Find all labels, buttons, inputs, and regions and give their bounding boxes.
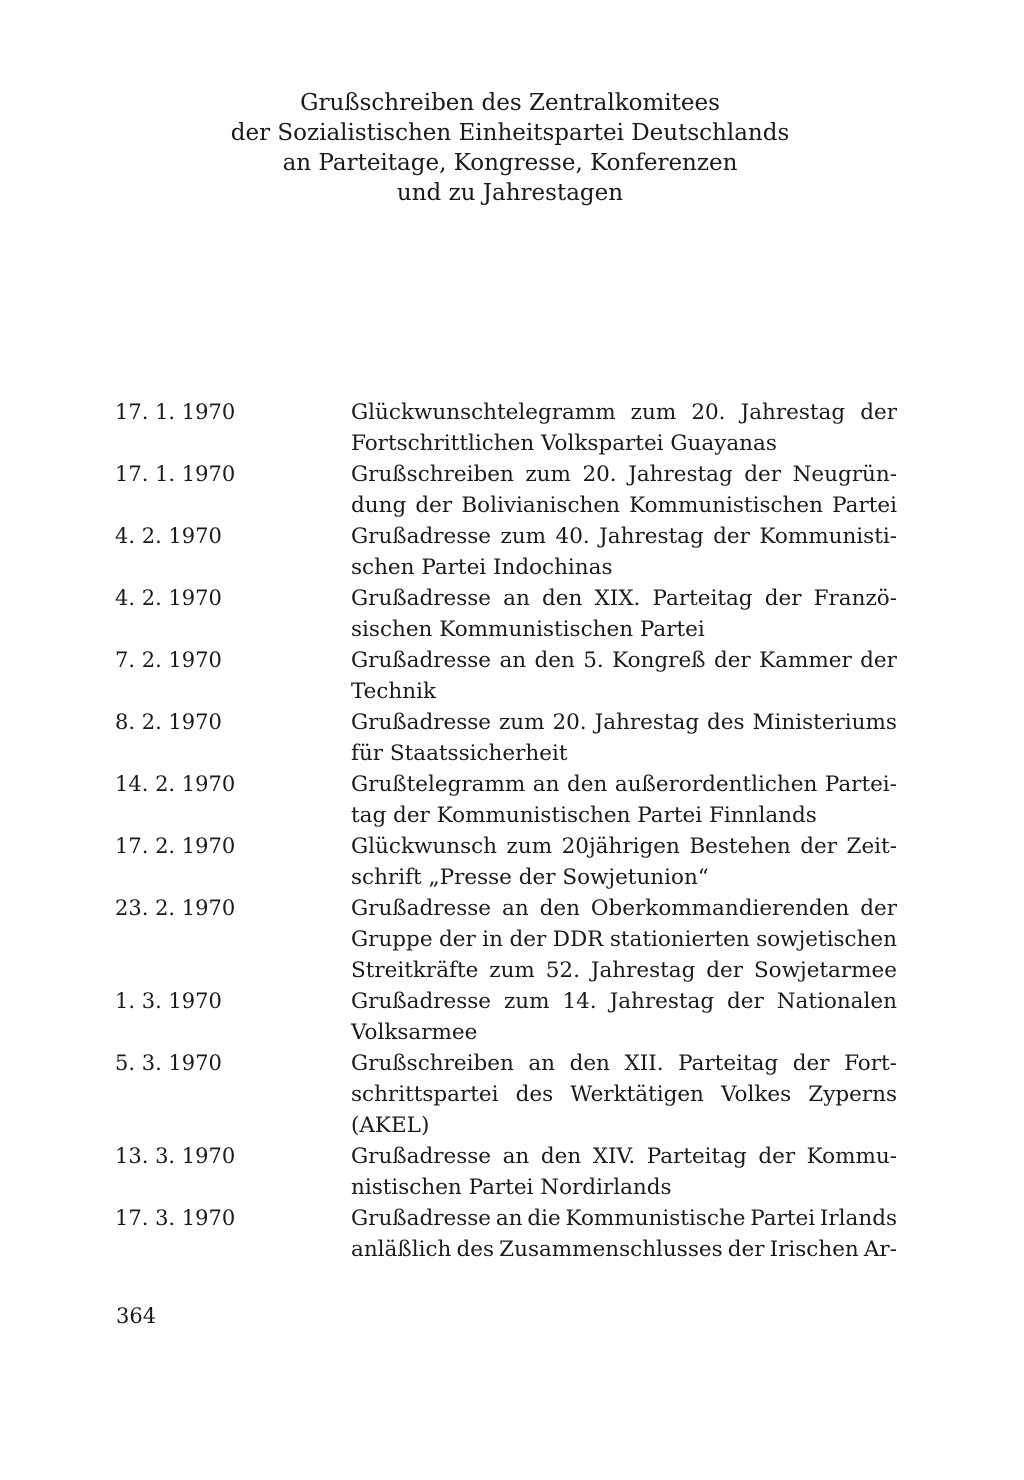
entry-line: sischen Kommunistischen Partei	[351, 617, 705, 642]
entry-line	[351, 831, 897, 862]
list-item	[115, 397, 897, 459]
list-item	[115, 831, 897, 893]
word: zum	[525, 462, 571, 487]
list-item	[115, 986, 897, 1048]
word: der	[706, 958, 744, 983]
word: in	[482, 927, 503, 952]
heading-line: an Parteitage, Kongresse, Konferenzen	[282, 150, 738, 176]
word: dung	[351, 493, 407, 518]
word: Ministeriums	[752, 710, 897, 735]
word: 40.	[555, 524, 590, 549]
entry-line	[351, 893, 897, 924]
entry-line: schrift „Presse der Sowjetunion“	[351, 865, 709, 890]
word: der	[415, 493, 453, 518]
word: Jahrestag	[594, 710, 700, 735]
word: Zusammenschlusses	[499, 1237, 723, 1262]
entry-date: 23. 2. 1970	[115, 896, 236, 920]
entry-date: 17. 1. 1970	[115, 462, 236, 486]
word: XIX.	[594, 586, 641, 611]
entry-line	[351, 583, 897, 614]
word: Grußadresse	[351, 586, 492, 611]
word: an	[532, 772, 560, 797]
word: an	[502, 896, 529, 921]
word: zum	[506, 834, 553, 859]
chronology-list	[115, 397, 897, 1265]
list-item	[115, 1048, 897, 1141]
entry-line	[351, 1079, 897, 1110]
word: Jahrestag	[609, 989, 715, 1014]
word: Grußschreiben	[351, 1051, 514, 1076]
word: sowjetischen	[756, 927, 897, 952]
word: der	[800, 834, 837, 859]
word: den	[540, 1144, 582, 1169]
list-item	[115, 645, 897, 707]
word: Bolivianischen	[461, 493, 620, 518]
word: Kommunisti-	[759, 524, 897, 549]
entry-date: 8. 2. 1970	[115, 710, 222, 734]
word: Werktätigen	[570, 1082, 704, 1107]
entry-line	[351, 924, 897, 955]
word: der	[792, 1051, 830, 1076]
word: des	[707, 710, 745, 735]
entry-line: tag der Kommunistischen Partei Finnlands	[351, 803, 817, 828]
word: Kammer	[759, 648, 852, 673]
word: Jahrestag	[740, 400, 846, 425]
word: Kommunistische	[565, 1206, 746, 1231]
word: Parteitag	[646, 1144, 747, 1169]
word: Grußadresse	[351, 710, 492, 735]
entry-date: 17. 1. 1970	[115, 400, 236, 424]
word: an	[528, 1051, 556, 1076]
word: XIV.	[592, 1144, 636, 1169]
word: Bestehen	[689, 834, 791, 859]
entry-description	[351, 986, 897, 1048]
word: Grußtelegramm	[351, 772, 526, 797]
list-item	[115, 521, 897, 583]
word: Partei-	[824, 772, 897, 797]
word: Sowjetarmee	[753, 958, 897, 983]
word: zum	[498, 710, 545, 735]
word: der	[509, 927, 547, 952]
word: der	[860, 648, 897, 673]
entry-description	[351, 707, 897, 769]
word: an	[499, 648, 527, 673]
entry-line: Technik	[351, 679, 437, 704]
entry-date: 17. 3. 1970	[115, 1206, 236, 1230]
word: an	[502, 1144, 530, 1169]
word: Grußadresse	[351, 648, 492, 673]
word: der	[713, 648, 751, 673]
entry-line	[351, 1141, 897, 1172]
entry-line	[351, 707, 897, 738]
word: den	[539, 896, 580, 921]
heading-line: der Sozialistischen Einheitspartei Deutschlands	[230, 120, 790, 146]
word: der	[764, 586, 802, 611]
entry-date: 1. 3. 1970	[115, 989, 222, 1013]
entry-line: nistischen Partei Nordirlands	[351, 1175, 672, 1200]
list-item	[115, 583, 897, 645]
word: Jahrestag	[628, 462, 733, 487]
word: zum	[503, 989, 550, 1014]
list-item	[115, 707, 897, 769]
word: anläßlich	[351, 1237, 452, 1262]
word: Parteitag	[678, 1051, 779, 1076]
word: der	[439, 927, 476, 952]
list-item	[115, 459, 897, 521]
entry-date: 4. 2. 1970	[115, 524, 222, 548]
entry-line	[351, 986, 897, 1017]
word: Kongreß	[612, 648, 706, 673]
entry-description	[351, 459, 897, 521]
word: 20.	[691, 400, 726, 425]
word: 20jährigen	[561, 834, 680, 859]
word: Grußadresse	[351, 524, 492, 549]
word: des	[456, 1237, 495, 1262]
word: Jahrestag	[590, 958, 696, 983]
entry-line	[351, 397, 897, 428]
word: Zeit-	[846, 834, 897, 859]
entry-line	[351, 521, 897, 552]
word: der	[744, 462, 782, 487]
entry-line	[351, 769, 897, 800]
word: 20.	[582, 462, 617, 487]
word: zum	[630, 400, 677, 425]
entry-description	[351, 1048, 897, 1141]
heading-line: Grußschreiben des Zentralkomitees	[300, 90, 720, 116]
list-item	[115, 769, 897, 831]
heading-line: und zu Jahrestagen	[396, 180, 624, 206]
entry-description	[351, 583, 897, 645]
word: Grußadresse	[351, 1144, 492, 1169]
entry-line	[351, 459, 897, 490]
entry-line: Fortschrittlichen Volkspartei Guayanas	[351, 431, 777, 456]
entry-line	[351, 1048, 897, 1079]
entry-line: für Staatssicherheit	[351, 741, 568, 766]
entry-description	[351, 397, 897, 459]
word: Grußadresse	[351, 896, 492, 921]
entry-description	[351, 769, 897, 831]
word: DDR	[552, 927, 604, 952]
word: Partei	[750, 1206, 816, 1231]
word: Ar-	[863, 1237, 897, 1262]
word: Irischen	[769, 1237, 859, 1262]
word: den	[569, 1051, 610, 1076]
word: der	[860, 400, 897, 425]
entry-line: schen Partei Indochinas	[351, 555, 613, 580]
list-item	[115, 1141, 897, 1203]
word: der	[727, 1237, 765, 1262]
list-item	[115, 1203, 897, 1265]
word: Irlands	[819, 1206, 897, 1231]
entry-line	[351, 645, 897, 676]
word: den	[534, 648, 575, 673]
entry-description	[351, 521, 897, 583]
entry-date: 5. 3. 1970	[115, 1051, 222, 1075]
word: 52.	[545, 958, 580, 983]
entry-description	[351, 893, 897, 986]
word: 5.	[583, 648, 604, 673]
entry-date: 13. 3. 1970	[115, 1144, 236, 1168]
word: Gruppe	[351, 927, 433, 952]
word: zum	[500, 524, 547, 549]
word: XII.	[624, 1051, 664, 1076]
entry-line	[351, 490, 897, 521]
word: Jahrestag	[599, 524, 704, 549]
entry-line: (AKEL)	[351, 1113, 430, 1138]
word: Kommunistischen	[629, 493, 823, 518]
word: an	[503, 586, 530, 611]
word: Zyperns	[808, 1082, 897, 1107]
section-heading	[120, 88, 900, 208]
page-number: 364	[116, 1304, 157, 1328]
entry-date: 17. 2. 1970	[115, 834, 236, 858]
word: Nationalen	[776, 989, 897, 1014]
word: zum	[489, 958, 535, 983]
entry-date: 14. 2. 1970	[115, 772, 236, 796]
word: den	[541, 586, 583, 611]
word: der	[758, 1144, 796, 1169]
word: der	[713, 524, 750, 549]
word: Franzö-	[813, 586, 897, 611]
word: Volkes	[721, 1082, 792, 1107]
word: den	[567, 772, 608, 797]
entry-line: Volksarmee	[351, 1020, 478, 1045]
word: Fort-	[844, 1051, 897, 1076]
word: an	[495, 1206, 523, 1231]
word: 14.	[562, 989, 597, 1014]
word: Grußadresse	[351, 1206, 492, 1231]
word: Glückwunsch	[351, 834, 497, 859]
word: Grußschreiben	[351, 462, 514, 487]
entry-date: 4. 2. 1970	[115, 586, 222, 610]
word: der	[860, 896, 897, 921]
entry-line	[351, 955, 897, 986]
word: der	[727, 989, 764, 1014]
word: Kommu-	[806, 1144, 897, 1169]
word: Partei	[832, 493, 897, 518]
entry-line	[351, 1234, 897, 1265]
word: des	[515, 1082, 554, 1107]
word: 20.	[552, 710, 587, 735]
word: Oberkommandierenden	[590, 896, 850, 921]
entry-description	[351, 831, 897, 893]
entry-line	[351, 1203, 897, 1234]
word: schrittspartei	[351, 1082, 499, 1107]
word: Neugrün-	[792, 462, 897, 487]
word: stationierten	[609, 927, 750, 952]
entry-date: 7. 2. 1970	[115, 648, 222, 672]
entry-description	[351, 1141, 897, 1203]
word: Parteitag	[652, 586, 753, 611]
word: die	[527, 1206, 561, 1231]
word: Streitkräfte	[351, 958, 479, 983]
entry-description	[351, 1203, 897, 1265]
word: Glückwunschtelegramm	[351, 400, 616, 425]
list-item	[115, 893, 897, 986]
entry-description	[351, 645, 897, 707]
word: außerordentlichen	[614, 772, 818, 797]
word: Grußadresse	[351, 989, 492, 1014]
